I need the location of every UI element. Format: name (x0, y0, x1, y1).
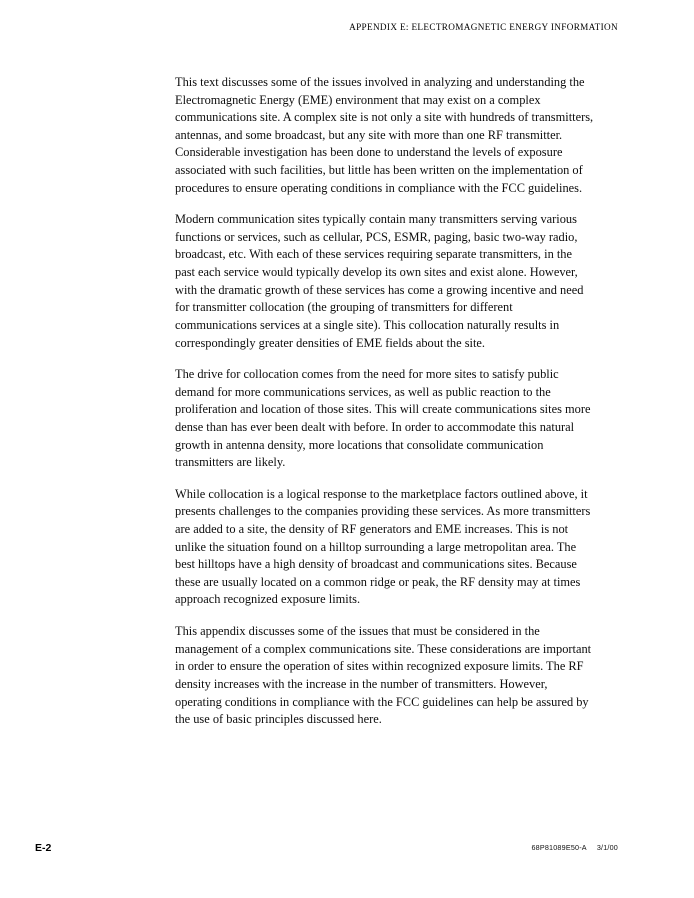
paragraph: Modern communication sites typically contain many transmitters serving various functions or services, such as cellular, PCS, ESMR, paging, basic two-way radio, broadcast, etc. With each of these services requiring separate transmitters, in the past each service would typically develop its own sites and exist alone. However, with the dramatic growth of these services has come a growing incentive and need for transmitter collocation (the grouping of transmitters for different communications services at a single site). This collocation naturally results in correspondingly greater densities of EME fields about the site. (175, 212, 584, 350)
paragraph: The drive for collocation comes from the need for more sites to satisfy public demand for more communications services, as well as public reaction to the proliferation and location of those sites. This will create communications sites more dense than has ever been dealt with before. In order to accommodate this natural growth in antenna density, more locations that consolidate communication transmitters are likely. (175, 367, 591, 470)
document-code: 68P81089E50-A (531, 843, 587, 852)
body-content (175, 74, 595, 729)
paragraph: This appendix discusses some of the issues that must be considered in the management of a complex communications site. These considerations are important in order to ensure the operation of sites within recognized exposure limits. The RF density increases with the increase in the number of transmitters. However, operating conditions in compliance with the FCC guidelines can help be assured by the use of basic principles discussed here. (175, 624, 592, 727)
document-code-footer (531, 843, 618, 852)
document-date: 3/1/00 (596, 843, 618, 852)
page-number: E-2 (35, 842, 52, 854)
running-header: APPENDIX E: ELECTROMAGNETIC ENERGY INFORMATION (349, 22, 618, 32)
paragraph: While collocation is a logical response to the marketplace factors outlined above, it presents challenges to the companies providing these services. As more transmitters are added to a site, the density of RF generators and EME increases. This is not unlike the situation found on a hilltop surrounding a large metropolitan area. The best hilltops have a high density of broadcast and communications sites. Because these are usually located on a common ridge or peak, the RF density may at times approach recognized exposure limits. (175, 486, 591, 607)
paragraph: This text discusses some of the issues involved in analyzing and understanding the Electromagnetic Energy (EME) environment that may exist on a complex communications site. A complex site is not only a site with hundreds of transmitters, antennas, and some broadcast, but any site with more than one RF transmitter. Considerable investigation has been done to understand the levels of exposure associated with such facilities, but little has been written on the implementation of procedures to ensure operating conditions in compliance with the FCC guidelines. (175, 75, 594, 195)
